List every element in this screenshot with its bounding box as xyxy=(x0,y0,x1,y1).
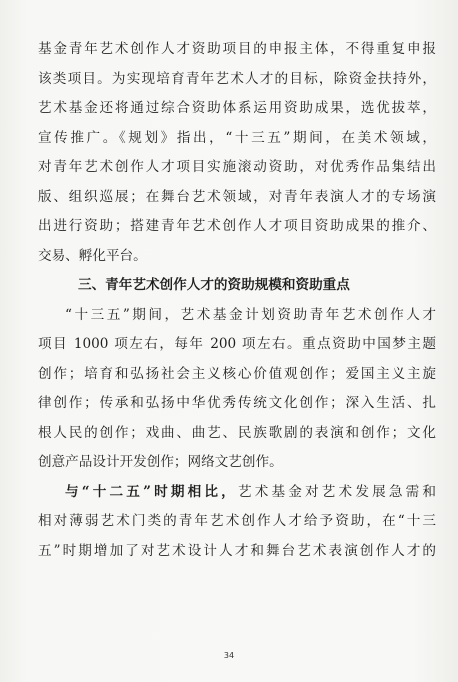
text-line: 交易、孵化平台。 xyxy=(38,247,147,264)
text-line xyxy=(38,478,436,508)
text-line: 对青年艺术创作人才项目实施滚动资助，对优秀作品集结出 xyxy=(38,159,436,175)
text-run: 艺术基金对艺术发展急需和 xyxy=(237,483,437,500)
document-body xyxy=(38,35,436,566)
text-line: 律创作；传承和弘扬中华优秀传统文化创作；深入生活、扎 xyxy=(38,395,436,411)
text-line: 版、组织巡展；在舞台艺术领域，对青年表演人才的专场演 xyxy=(38,188,436,205)
text-line: 项目 1000 项左右，每年 200 项左右。重点资助中国梦主题 xyxy=(38,336,436,352)
text-line: 相对薄弱艺术门类的青年艺术创作人才给予资助，在“十三 xyxy=(38,513,436,529)
text-line: 宣传推广。《规划》指出，“十三五”期间，在美术领域， xyxy=(38,129,436,146)
text-line: 创意产品设计开发创作；网络文艺创作。 xyxy=(38,454,283,470)
text-line: 创作；培育和弘扬社会主义核心价值观创作；爱国主义主旋 xyxy=(38,365,436,382)
text-line: 艺术基金还将通过综合资助体系运用资助成果，选优拔萃， xyxy=(38,100,436,116)
text-line: “十三五”期间，艺术基金计划资助青年艺术创作人才 xyxy=(65,306,436,323)
page-number: 34 xyxy=(223,651,235,660)
section-heading: 三、青年艺术创作人才的资助规模和资助重点 xyxy=(78,277,350,293)
text-line: 基金青年艺术创作人才资助项目的申报主体，不得重复申报 xyxy=(38,41,436,57)
text-line: 根人民的创作；戏曲、曲艺、民族歌剧的表演和创作；文化 xyxy=(38,424,436,441)
text-line: 出进行资助；搭建青年艺术创作人才项目资助成果的推介、 xyxy=(38,218,436,234)
text-line: 该类项目。为实现培育青年艺术人才的目标，除资金扶持外， xyxy=(38,70,436,87)
text-line: 五”时期增加了对艺术设计人才和舞台艺术表演创作人才的 xyxy=(38,542,436,559)
bold-lead-in: 与“十二五”时期相比， xyxy=(65,483,238,500)
